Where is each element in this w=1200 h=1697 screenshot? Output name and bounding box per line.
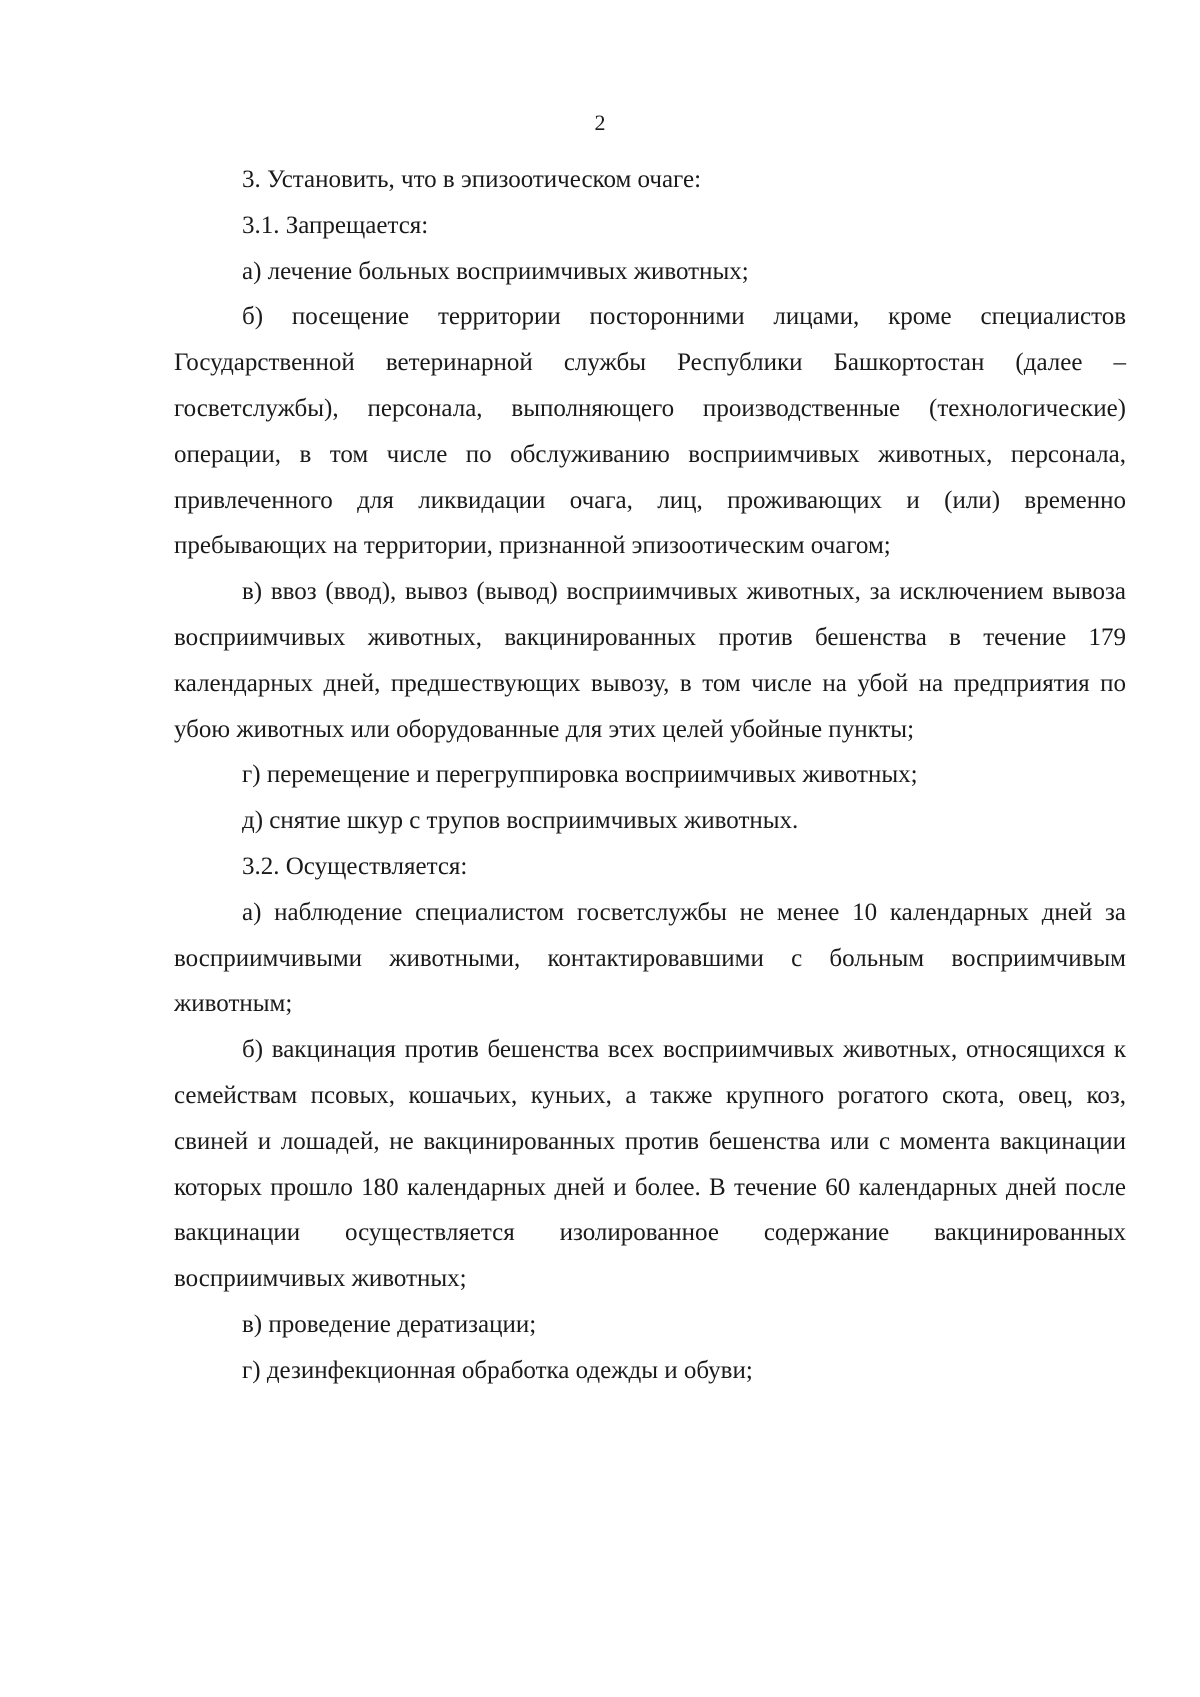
paragraph-3-2-a: а) наблюдение специалистом госветслужбы не менее 10 календарных дней за восприимчивыми животными, контактировавшими с больным восприимчивым животным; [174,898,1126,1018]
paragraph-3-2-g: г) дезинфекционная обработка одежды и обуви; [242,1356,753,1384]
paragraph-3-2-b: б) вакцинация против бешенства всех восприимчивых животных, относящихся к семействам псовых, кошачьих, куньих, а также крупного рогатого скота, овец, коз, свиней и лошадей, не вакцинированных против бешенства или с момента вакцинации которых прошло 180 календарных дней и более. В течение 60 календарных дней после вакцинации осуществляется изолированное содержание вакцинированных восприимчивых животных; [174,1036,1126,1293]
paragraph-3-1-v: в) ввоз (ввод), вывоз (вывод) восприимчивых животных, за исключением вывоза восприимчивых животных, вакцинированных против бешенства в течение 179 календарных дней, предшествующих вывозу, в том числе на убой на предприятия по убою животных или оборудованные для этих целей убойные пункты; [174,578,1126,743]
document-body [174,157,1126,1394]
paragraph-3-1-b: б) посещение территории посторонними лицами, кроме специалистов Государственной ветеринарной службы Республики Башкортостан (далее – госветслужбы), персонала, выполняющего производственные (технологические) операции, в том числе по обслуживанию восприимчивых животных, персонала, привлеченного для ликвидации очага, лиц, проживающих и (или) временно пребывающих на территории, признанной эпизоотическим очагом; [174,303,1126,560]
page-number: 2 [594,110,606,135]
paragraph-3-1-g: г) перемещение и перегруппировка восприимчивых животных; [242,761,918,789]
paragraph-3-2-v: в) проведение дератизации; [242,1310,537,1338]
paragraph-3-1-a: а) лечение больных восприимчивых животных; [242,257,749,285]
paragraph-3-heading: 3. Установить, что в эпизоотическом очаге: [242,166,702,193]
paragraph-3-2-heading: 3.2. Осуществляется: [242,852,468,880]
paragraph-3-1-heading: 3.1. Запрещается: [242,211,429,239]
paragraph-3-1-d: д) снятие шкур с трупов восприимчивых животных. [242,807,799,835]
